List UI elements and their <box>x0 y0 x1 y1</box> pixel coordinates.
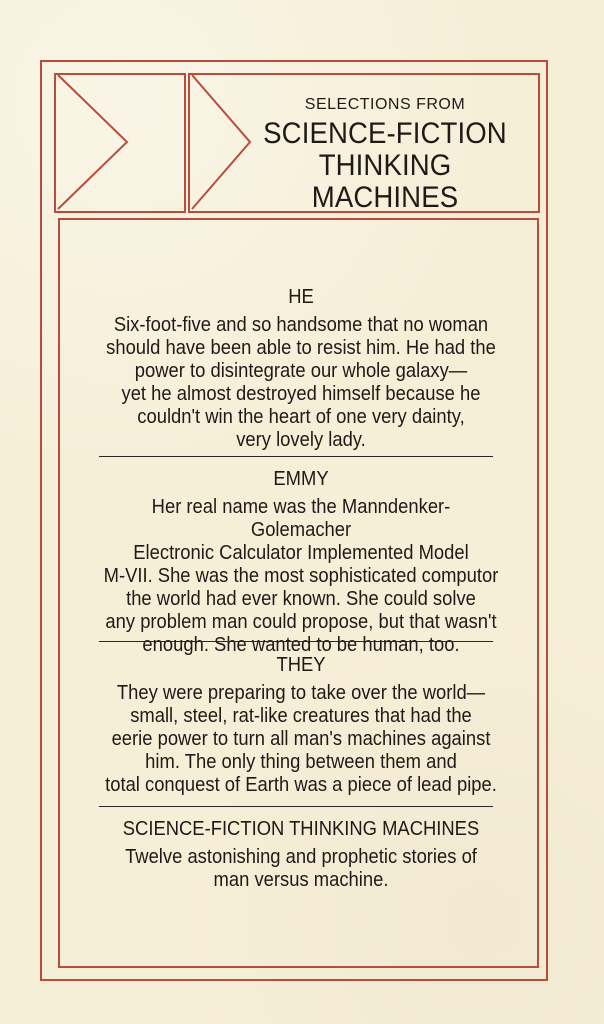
section-he <box>86 286 516 452</box>
section-divider <box>99 641 493 642</box>
section-title: SCIENCE-FICTION THINKING MACHINES <box>122 818 480 840</box>
section-they <box>86 654 516 797</box>
section-body: Six-foot-five and so handsome that no woman should have been able to resist him. He had the power to disintegrate our whole galaxy— yet he almost destroyed himself because he couldn't win the heart of one very dainty, very lovely lady. <box>106 314 496 451</box>
section-divider <box>99 456 493 457</box>
section-body: Her real name was the Manndenker-Golemacher Electronic Calculator Implemented Model M-VII. She was the most sophisticated computor the world had ever known. She could solve any problem man could propose, but that wasn't enough. She wanted to be human, too. <box>103 496 499 656</box>
section-emmy <box>86 468 516 657</box>
section-title: THEY <box>276 654 326 676</box>
header-text <box>250 96 520 214</box>
header-subtitle: SELECTIONS FROM <box>304 96 466 113</box>
header-title-line-1: SCIENCE-FICTION <box>263 117 507 150</box>
section-title: HE <box>288 286 314 308</box>
section-collection <box>86 818 516 892</box>
section-divider <box>99 806 493 807</box>
header-title-line-2: THINKING MACHINES <box>311 149 459 214</box>
section-title: EMMY <box>273 468 329 490</box>
section-body: Twelve astonishing and prophetic stories of man versus machine. <box>125 846 477 891</box>
section-body: They were preparing to take over the world— small, steel, rat-like creatures that had the eerie power to turn all man's machines against him. The only thing between them and total conquest of Earth was a piece of lead pipe. <box>105 682 497 796</box>
